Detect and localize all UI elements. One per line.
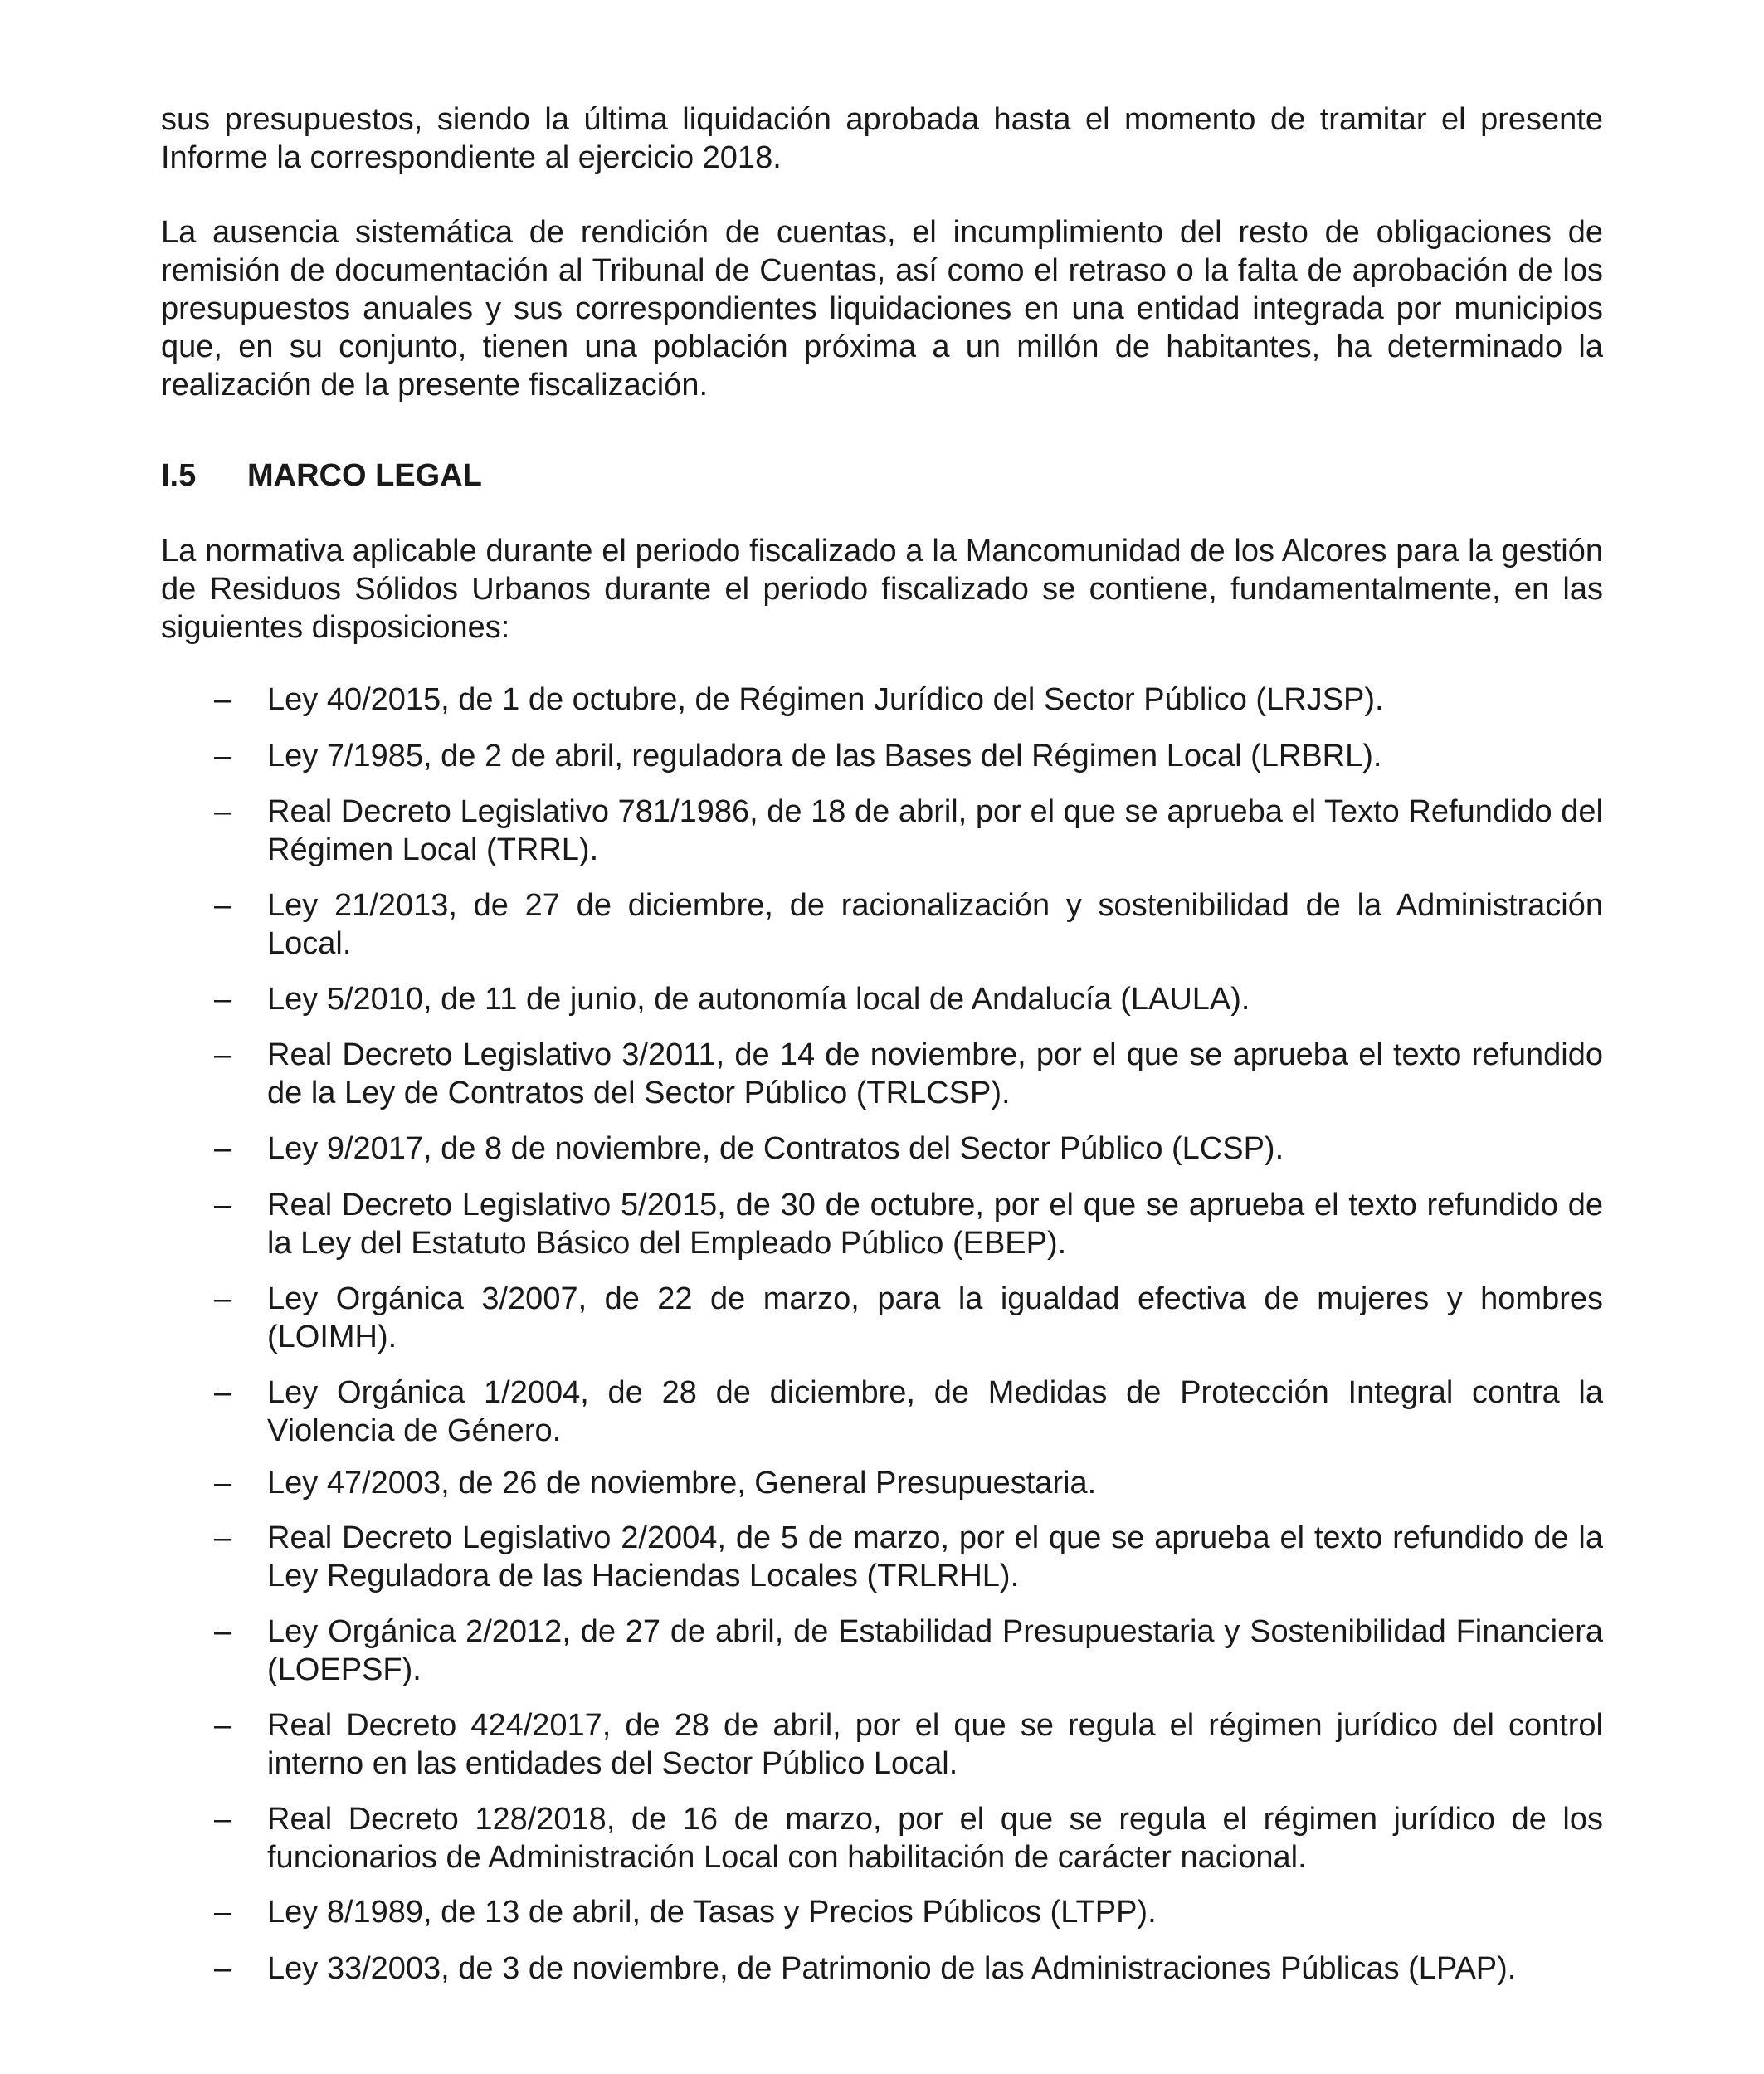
list-bullet: – bbox=[214, 1037, 232, 1072]
list-bullet: – bbox=[214, 739, 232, 773]
list-item: – Ley 9/2017, de 8 de noviembre, de Contratos del Sector Público (LCSP). bbox=[214, 1131, 1284, 1166]
list-item: – Ley Orgánica 3/2007, de 22 de marzo, para la igualdad efectiva de mujeres y hombres (LOIMH). bbox=[214, 1281, 1603, 1354]
list-bullet: – bbox=[214, 1802, 232, 1837]
intro-paragraph-continuation: sus presupuestos, siendo la última liquidación aprobada hasta el momento de tramitar el presente Informe la correspondiente al ejercicio 2018. bbox=[161, 102, 1603, 175]
list-item: – Real Decreto 424/2017, de 28 de abril, por el que se regula el régimen jurídico del control interno en las entidades del Sector Público Local. bbox=[214, 1708, 1603, 1781]
list-item: – Ley 5/2010, de 11 de junio, de autonomía local de Andalucía (LAULA). bbox=[214, 982, 1250, 1017]
list-bullet: – bbox=[214, 1951, 232, 1986]
list-item: – Ley 47/2003, de 26 de noviembre, General Presupuestaria. bbox=[214, 1466, 1097, 1501]
list-item: – Ley Orgánica 1/2004, de 28 de diciembre, de Medidas de Protección Integral contra la Violencia de Género. bbox=[214, 1375, 1603, 1448]
list-item: – Real Decreto Legislativo 781/1986, de 18 de abril, por el que se aprueba el Texto Refundido del Régimen Local (TRRL). bbox=[214, 794, 1603, 867]
section-number: I.5 bbox=[161, 458, 197, 493]
list-bullet: – bbox=[214, 1895, 232, 1930]
list-item: – Ley 8/1989, de 13 de abril, de Tasas y Precios Públicos (LTPP). bbox=[214, 1895, 1157, 1930]
list-bullet: – bbox=[214, 1375, 232, 1410]
list-item: – Ley 40/2015, de 1 de octubre, de Régimen Jurídico del Sector Público (LRJSP). bbox=[214, 682, 1384, 717]
list-bullet: – bbox=[214, 1614, 232, 1649]
list-bullet: – bbox=[214, 794, 232, 829]
list-item: – Real Decreto Legislativo 2/2004, de 5 de marzo, por el que se aprueba el texto refundido de la Ley Reguladora de las Haciendas Locales (TRLRHL). bbox=[214, 1520, 1603, 1593]
list-item: – Ley 21/2013, de 27 de diciembre, de racionalización y sostenibilidad de la Administración Local. bbox=[214, 888, 1603, 961]
section-title: MARCO LEGAL bbox=[247, 458, 482, 493]
list-item: – Ley 7/1985, de 2 de abril, reguladora de las Bases del Régimen Local (LRBRL). bbox=[214, 739, 1382, 773]
list-item: – Real Decreto Legislativo 3/2011, de 14 de noviembre, por el que se aprueba el texto refundido de la Ley de Contratos del Sector Público (TRLCSP). bbox=[214, 1037, 1603, 1110]
list-bullet: – bbox=[214, 1281, 232, 1316]
section-heading bbox=[161, 456, 482, 495]
list-bullet: – bbox=[214, 982, 232, 1017]
justification-paragraph: La ausencia sistemática de rendición de cuentas, el incumplimiento del resto de obligaciones de remisión de documentación al Tribunal de Cuentas, así como el retraso o la falta de aprobación de los presupuestos anuales y sus correspondientes liquidaciones en una entidad integrada por municipios que, en su conjunto, tienen una población próxima a un millón de habitantes, ha determinado la realización de la presente fiscalización. bbox=[161, 215, 1603, 403]
list-bullet: – bbox=[214, 1188, 232, 1222]
list-item: – Real Decreto Legislativo 5/2015, de 30 de octubre, por el que se aprueba el texto refundido de la Ley del Estatuto Básico del Empleado Público (EBEP). bbox=[214, 1188, 1603, 1261]
list-bullet: – bbox=[214, 1520, 232, 1555]
list-item: – Ley 33/2003, de 3 de noviembre, de Patrimonio de las Administraciones Públicas (LPAP). bbox=[214, 1951, 1517, 1986]
list-bullet: – bbox=[214, 682, 232, 717]
list-bullet: – bbox=[214, 1708, 232, 1743]
list-item: – Ley Orgánica 2/2012, de 27 de abril, de Estabilidad Presupuestaria y Sostenibilidad Financiera (LOEPSF). bbox=[214, 1614, 1603, 1687]
list-bullet: – bbox=[214, 1131, 232, 1166]
list-item: – Real Decreto 128/2018, de 16 de marzo, por el que se regula el régimen jurídico de los funcionarios de Administración Local con habilitación de carácter nacional. bbox=[214, 1802, 1603, 1875]
legal-framework-intro: La normativa aplicable durante el periodo fiscalizado a la Mancomunidad de los Alcores para la gestión de Residuos Sólidos Urbanos durante el periodo fiscalizado se contiene, fundamentalmente, en las siguientes disposiciones: bbox=[161, 534, 1603, 645]
list-bullet: – bbox=[214, 888, 232, 923]
list-bullet: – bbox=[214, 1466, 232, 1501]
